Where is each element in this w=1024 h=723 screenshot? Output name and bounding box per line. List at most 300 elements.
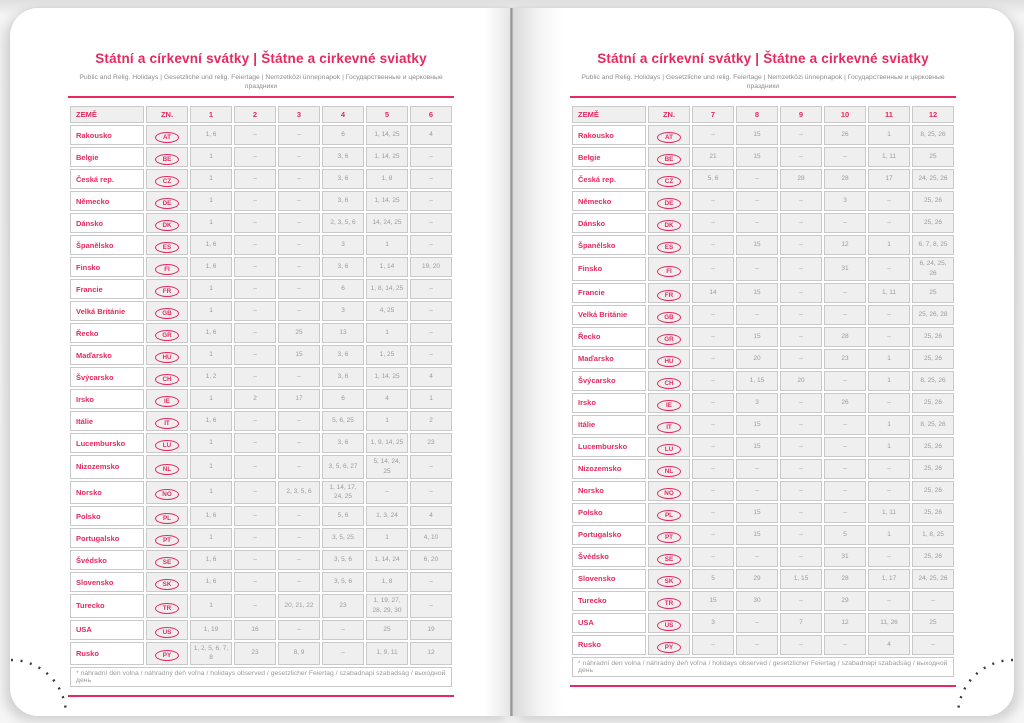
table-row (572, 235, 954, 255)
holiday-value-cell: 1, 8, 14, 25 (366, 279, 408, 299)
country-code-badge: PL (657, 510, 681, 521)
table-header-cell: 4 (322, 106, 364, 123)
holiday-value-cell: 1, 8 (366, 169, 408, 189)
holiday-value-cell: – (410, 147, 452, 167)
holiday-value-cell: 3, 6 (322, 147, 364, 167)
holiday-value-cell: 14, 24, 25 (366, 213, 408, 233)
table-header-cell: 11 (868, 106, 910, 123)
country-code-badge: DK (155, 220, 179, 231)
holiday-value-cell: 25 (278, 323, 320, 343)
table-header-cell: 9 (780, 106, 822, 123)
country-code-cell (146, 411, 188, 431)
holiday-value-cell: 4 (366, 389, 408, 409)
holiday-value-cell: 1 (366, 411, 408, 431)
country-code-cell (146, 257, 188, 277)
country-cell: Norsko (70, 481, 144, 505)
country-cell: Irsko (70, 389, 144, 409)
country-code-badge: TR (657, 598, 681, 609)
holiday-value-cell: – (234, 594, 276, 618)
page-subtitle: Public and Relig. Holidays | Gesetzliche und relig. Feiertage | Nemzetközi ünnepnapok | Государственные и церковные праздники (581, 74, 945, 90)
holiday-value-cell: – (410, 345, 452, 365)
holiday-value-cell: – (234, 455, 276, 479)
holiday-value-cell: 12 (824, 235, 866, 255)
country-cell: Itálie (70, 411, 144, 431)
holiday-value-cell: 6 (322, 389, 364, 409)
holiday-value-cell: 15 (736, 525, 778, 545)
header-rule (68, 96, 454, 98)
holiday-value-cell: – (868, 459, 910, 479)
holiday-value-cell: 31 (824, 257, 866, 281)
country-code-cell (146, 594, 188, 618)
table-row (572, 349, 954, 369)
country-code-badge: NO (155, 489, 179, 500)
country-code-badge: FR (657, 290, 681, 301)
holiday-value-cell: – (692, 371, 734, 391)
holiday-value-cell: – (278, 257, 320, 277)
country-code-cell (648, 591, 690, 611)
country-cell: Velká Británie (572, 305, 646, 325)
holiday-value-cell: 25, 26 (912, 393, 954, 413)
holiday-value-cell: 1, 14, 17, 24, 25 (322, 481, 364, 505)
country-cell: Česká rep. (572, 169, 646, 189)
country-code-cell (648, 481, 690, 501)
holiday-value-cell: – (692, 503, 734, 523)
holiday-value-cell: – (234, 411, 276, 431)
holiday-value-cell: – (824, 371, 866, 391)
holiday-value-cell: 6, 7, 8, 25 (912, 235, 954, 255)
holiday-value-cell: – (736, 213, 778, 233)
country-code-cell (648, 459, 690, 479)
holiday-value-cell: 25, 26 (912, 349, 954, 369)
table-row (70, 389, 452, 409)
holiday-value-cell: – (410, 169, 452, 189)
country-code-badge: PT (155, 535, 179, 546)
holiday-value-cell: – (692, 459, 734, 479)
holiday-value-cell: – (410, 323, 452, 343)
holiday-value-cell: 3, 5, 6 (322, 572, 364, 592)
holiday-value-cell: 6, 24, 25, 26 (912, 257, 954, 281)
country-code-badge: IE (657, 400, 681, 411)
country-cell: Česká rep. (70, 169, 144, 189)
country-cell: USA (70, 620, 144, 640)
holiday-value-cell: 1 (190, 433, 232, 453)
country-code-badge: GR (657, 334, 681, 345)
holiday-value-cell: 1 (366, 528, 408, 548)
country-code-badge: PT (657, 532, 681, 543)
country-cell: Španělsko (572, 235, 646, 255)
holiday-value-cell: 3, 5, 6 (322, 550, 364, 570)
holiday-value-cell: – (410, 572, 452, 592)
holiday-value-cell: 1, 9, 14, 25 (366, 433, 408, 453)
holiday-value-cell: – (234, 147, 276, 167)
country-code-cell (648, 305, 690, 325)
holiday-value-cell: – (278, 620, 320, 640)
holiday-value-cell: 23 (322, 594, 364, 618)
holiday-value-cell: – (780, 591, 822, 611)
country-cell: Švýcarsko (572, 371, 646, 391)
holiday-value-cell: 25 (366, 620, 408, 640)
holiday-value-cell: 28 (780, 169, 822, 189)
holiday-value-cell: 1, 6 (190, 257, 232, 277)
holiday-value-cell: 1, 19 (190, 620, 232, 640)
holiday-value-cell: – (780, 393, 822, 413)
holiday-value-cell: 17 (868, 169, 910, 189)
holiday-value-cell: 2 (410, 411, 452, 431)
country-cell: Maďarsko (572, 349, 646, 369)
holiday-value-cell: 8, 25, 26 (912, 371, 954, 391)
table-row (70, 301, 452, 321)
holiday-value-cell: 1, 3, 24 (366, 506, 408, 526)
country-code-badge: LU (657, 444, 681, 455)
country-code-cell (648, 547, 690, 567)
country-code-cell (648, 393, 690, 413)
country-code-cell (146, 572, 188, 592)
holiday-value-cell: – (912, 635, 954, 655)
country-cell: Francie (70, 279, 144, 299)
table-row (572, 459, 954, 479)
holiday-value-cell: – (780, 327, 822, 347)
holiday-value-cell: – (234, 257, 276, 277)
holiday-value-cell: – (824, 503, 866, 523)
holiday-value-cell: – (692, 191, 734, 211)
table-row (572, 635, 954, 655)
country-code-badge: NL (657, 466, 681, 477)
holiday-value-cell: 1, 25 (366, 345, 408, 365)
holiday-value-cell: – (824, 459, 866, 479)
holiday-value-cell: 5, 6 (692, 169, 734, 189)
country-code-badge: ES (155, 242, 179, 253)
holiday-value-cell: – (322, 642, 364, 666)
holiday-value-cell: 28 (824, 169, 866, 189)
holiday-value-cell: 3 (322, 235, 364, 255)
holiday-value-cell: – (692, 393, 734, 413)
holiday-value-cell: 29 (824, 591, 866, 611)
country-code-cell (648, 169, 690, 189)
country-code-cell (648, 613, 690, 633)
country-cell: Rusko (70, 642, 144, 666)
country-cell: Švédsko (70, 550, 144, 570)
holiday-value-cell: 1, 9, 11 (366, 642, 408, 666)
holiday-value-cell: 13 (322, 323, 364, 343)
holiday-value-cell: – (410, 481, 452, 505)
country-code-cell (648, 525, 690, 545)
holiday-value-cell: – (278, 301, 320, 321)
country-code-cell (146, 323, 188, 343)
country-code-badge: DK (657, 220, 681, 231)
country-code-badge: NL (155, 464, 179, 475)
holiday-value-cell: – (278, 411, 320, 431)
holiday-value-cell: 15 (692, 591, 734, 611)
holiday-value-cell: 26 (824, 393, 866, 413)
holiday-value-cell: – (692, 305, 734, 325)
holiday-value-cell: – (692, 213, 734, 233)
holiday-value-cell: 3, 6 (322, 345, 364, 365)
country-code-cell (146, 642, 188, 666)
holiday-value-cell: 19, 20 (410, 257, 452, 277)
table-header-cell: 8 (736, 106, 778, 123)
holiday-value-cell: 1 (868, 349, 910, 369)
country-code-badge: CZ (657, 176, 681, 187)
holiday-value-cell: – (780, 257, 822, 281)
country-cell: Belgie (70, 147, 144, 167)
holiday-value-cell: 15 (278, 345, 320, 365)
country-cell: Rakousko (70, 125, 144, 145)
table-row (572, 283, 954, 303)
holiday-value-cell: – (278, 235, 320, 255)
footnote-row (572, 657, 954, 677)
holiday-value-cell: 1 (190, 594, 232, 618)
country-cell: Polsko (572, 503, 646, 523)
page-left-content (68, 8, 454, 697)
table-header-cell: 1 (190, 106, 232, 123)
country-code-badge: TR (155, 603, 179, 614)
page-subtitle: Public and Relig. Holidays | Gesetzliche und relig. Feiertage | Nemzetközi ünnepnapok | Государственные и церковные праздники (79, 74, 443, 90)
holiday-value-cell: – (824, 635, 866, 655)
holiday-value-cell: – (322, 620, 364, 640)
country-cell: Německo (70, 191, 144, 211)
holiday-value-cell: – (780, 125, 822, 145)
holiday-value-cell: 8, 9 (278, 642, 320, 666)
holidays-table-months-1-6 (68, 104, 454, 689)
table-row (70, 506, 452, 526)
holiday-value-cell: 5 (824, 525, 866, 545)
table-row (572, 415, 954, 435)
country-cell: Itálie (572, 415, 646, 435)
country-code-cell (146, 279, 188, 299)
country-code-badge: CH (155, 374, 179, 385)
holiday-value-cell: – (692, 327, 734, 347)
table-row (572, 257, 954, 281)
holiday-value-cell: 3, 5, 25 (322, 528, 364, 548)
holiday-value-cell: – (234, 506, 276, 526)
diary-spread (10, 8, 1014, 716)
country-code-badge: BE (657, 154, 681, 165)
country-code-cell (648, 503, 690, 523)
holiday-value-cell: 3, 6 (322, 367, 364, 387)
holiday-value-cell: 1, 14, 25 (366, 191, 408, 211)
country-cell: Finsko (70, 257, 144, 277)
table-row (70, 367, 452, 387)
country-cell: Belgie (572, 147, 646, 167)
holiday-value-cell: 31 (824, 547, 866, 567)
country-code-badge: GR (155, 330, 179, 341)
page-right-content (570, 8, 956, 687)
table-row (572, 481, 954, 501)
country-code-badge: GB (657, 312, 681, 323)
holiday-value-cell: 1, 2 (190, 367, 232, 387)
holiday-value-cell: 29 (736, 569, 778, 589)
holiday-value-cell: – (868, 191, 910, 211)
country-code-badge: AT (155, 132, 179, 143)
table-row (572, 191, 954, 211)
holiday-value-cell: – (780, 415, 822, 435)
holiday-value-cell: 1 (190, 301, 232, 321)
country-code-cell (146, 506, 188, 526)
country-code-cell (146, 191, 188, 211)
holiday-value-cell: – (736, 459, 778, 479)
holiday-value-cell: 1, 11 (868, 147, 910, 167)
holiday-value-cell: 1, 2, 5, 6, 7, 8 (190, 642, 232, 666)
country-cell: Slovensko (572, 569, 646, 589)
holiday-value-cell: 16 (234, 620, 276, 640)
holiday-value-cell: 25 (912, 613, 954, 633)
table-row (70, 169, 452, 189)
holiday-value-cell: 1 (868, 235, 910, 255)
holiday-value-cell: – (692, 437, 734, 457)
country-code-cell (648, 415, 690, 435)
holiday-value-cell: 30 (736, 591, 778, 611)
holiday-value-cell: – (736, 547, 778, 567)
holiday-value-cell: 3 (322, 301, 364, 321)
holiday-value-cell: 25, 26 (912, 213, 954, 233)
country-code-badge: NO (657, 488, 681, 499)
holiday-value-cell: – (824, 415, 866, 435)
country-code-badge: CH (657, 378, 681, 389)
holiday-value-cell: – (868, 213, 910, 233)
holidays-table-months-7-12 (570, 104, 956, 679)
table-row (572, 569, 954, 589)
table-row (70, 455, 452, 479)
holiday-value-cell: 1, 8, 25 (912, 525, 954, 545)
holiday-value-cell: 23 (234, 642, 276, 666)
holiday-value-cell: – (410, 235, 452, 255)
table-row (572, 437, 954, 457)
country-cell: Dánsko (70, 213, 144, 233)
country-code-cell (146, 235, 188, 255)
holiday-value-cell: 5 (692, 569, 734, 589)
holiday-value-cell: – (234, 235, 276, 255)
holiday-value-cell: 1 (366, 323, 408, 343)
table-row (70, 572, 452, 592)
holiday-value-cell: 25, 26 (912, 191, 954, 211)
holiday-value-cell: – (278, 455, 320, 479)
holiday-value-cell: 5, 6 (322, 506, 364, 526)
holiday-value-cell: – (736, 613, 778, 633)
holiday-value-cell: – (780, 635, 822, 655)
holiday-value-cell: 25 (912, 283, 954, 303)
country-cell: Řecko (70, 323, 144, 343)
holiday-value-cell: 15 (736, 125, 778, 145)
table-row (70, 620, 452, 640)
holiday-value-cell: 1, 11 (868, 503, 910, 523)
holiday-value-cell: 23 (824, 349, 866, 369)
holiday-value-cell: 2 (234, 389, 276, 409)
table-row (70, 642, 452, 666)
country-code-cell (648, 125, 690, 145)
page-left (10, 8, 512, 716)
holiday-value-cell: 3 (692, 613, 734, 633)
holiday-value-cell: – (868, 257, 910, 281)
table-row (572, 503, 954, 523)
country-code-cell (648, 327, 690, 347)
country-code-badge: DE (155, 198, 179, 209)
table-row (70, 147, 452, 167)
footnote-row (70, 667, 452, 687)
country-cell: Rakousko (572, 125, 646, 145)
holiday-value-cell: 28 (824, 327, 866, 347)
country-code-cell (146, 301, 188, 321)
page-title: Státní a církevní svátky | Štátne a cirkevné sviatky (95, 51, 427, 66)
holiday-value-cell: 15 (736, 437, 778, 457)
holiday-value-cell: – (736, 635, 778, 655)
holiday-value-cell: 15 (736, 503, 778, 523)
holiday-value-cell: 25 (912, 147, 954, 167)
country-code-badge: FR (155, 286, 179, 297)
holiday-value-cell: – (692, 257, 734, 281)
holiday-value-cell: 25, 26 (912, 459, 954, 479)
country-code-cell (146, 528, 188, 548)
holiday-value-cell: 15 (736, 327, 778, 347)
table-header-cell: 2 (234, 106, 276, 123)
holiday-value-cell: 1, 6 (190, 411, 232, 431)
holiday-value-cell: 17 (278, 389, 320, 409)
holiday-value-cell: – (278, 213, 320, 233)
country-code-cell (648, 371, 690, 391)
country-cell: Rusko (572, 635, 646, 655)
page-title: Státní a církevní svátky | Štátne a cirkevné sviatky (597, 51, 929, 66)
table-row (572, 327, 954, 347)
holiday-value-cell: 1, 14 (366, 257, 408, 277)
holiday-value-cell: 3, 6 (322, 191, 364, 211)
country-cell: Norsko (572, 481, 646, 501)
header-rule (570, 96, 956, 98)
holiday-value-cell: 2, 3, 5, 6 (278, 481, 320, 505)
holiday-value-cell: – (692, 635, 734, 655)
holiday-value-cell: 23 (410, 433, 452, 453)
table-header-row (572, 106, 954, 123)
country-cell: Dánsko (572, 213, 646, 233)
country-code-cell (648, 235, 690, 255)
holiday-value-cell: 15 (736, 283, 778, 303)
country-code-badge: IT (657, 422, 681, 433)
holiday-value-cell: – (234, 550, 276, 570)
country-code-badge: FI (155, 264, 179, 275)
holiday-value-cell: 1, 6 (190, 125, 232, 145)
holiday-value-cell: – (780, 547, 822, 567)
country-cell: Švédsko (572, 547, 646, 567)
holiday-value-cell: 1, 17 (868, 569, 910, 589)
holiday-value-cell: – (824, 283, 866, 303)
holiday-value-cell: – (780, 437, 822, 457)
holiday-value-cell: – (278, 528, 320, 548)
holiday-value-cell: – (234, 572, 276, 592)
holiday-value-cell: 1 (868, 437, 910, 457)
holiday-value-cell: 21 (692, 147, 734, 167)
holiday-value-cell: 14 (692, 283, 734, 303)
holiday-value-cell: – (780, 147, 822, 167)
country-code-badge: US (155, 627, 179, 638)
country-code-cell (648, 437, 690, 457)
holiday-value-cell: 12 (410, 642, 452, 666)
holiday-value-cell: 4 (410, 367, 452, 387)
country-code-badge: US (657, 620, 681, 631)
country-cell: Nizozemsko (70, 455, 144, 479)
table-row (70, 345, 452, 365)
holiday-value-cell: 1 (868, 525, 910, 545)
holiday-value-cell: – (692, 481, 734, 501)
holiday-value-cell: 1 (868, 125, 910, 145)
holiday-value-cell: – (278, 506, 320, 526)
country-code-cell (648, 213, 690, 233)
country-cell: Polsko (70, 506, 144, 526)
table-header-cell: 6 (410, 106, 452, 123)
table-row (572, 371, 954, 391)
holiday-value-cell: 3, 5, 6, 27 (322, 455, 364, 479)
holiday-value-cell: – (278, 550, 320, 570)
holiday-value-cell: 6, 20 (410, 550, 452, 570)
table-row (70, 257, 452, 277)
holiday-value-cell: 1, 6 (190, 323, 232, 343)
